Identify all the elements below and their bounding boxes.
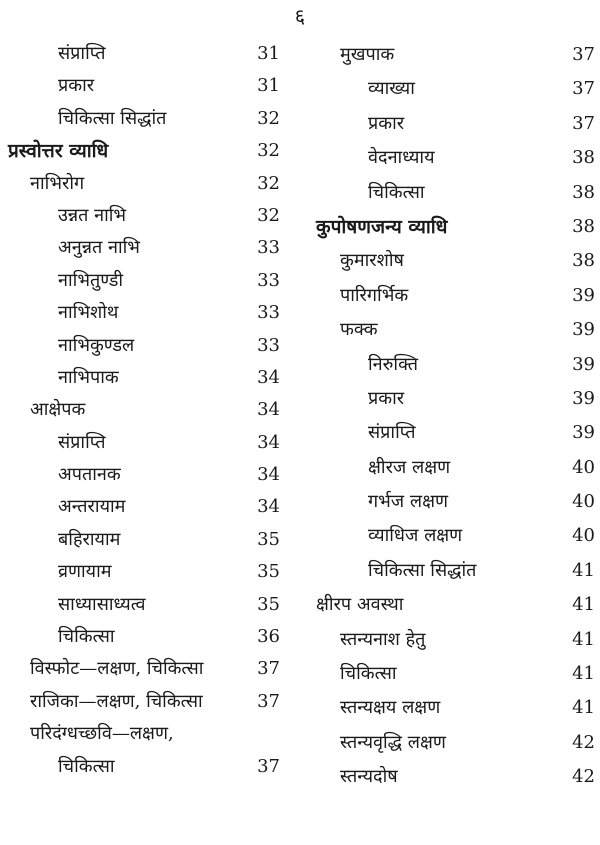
toc-entry	[310, 244, 600, 278]
toc-page-number: 38	[572, 147, 595, 169]
toc-entry-title: राजिका—लक्षण, चिकित्सा	[30, 690, 203, 712]
toc-entry-title: निरुक्ति	[368, 353, 418, 375]
toc-right-column	[310, 38, 600, 795]
toc-entry-title: चिकित्सा	[58, 626, 115, 648]
toc-entry	[310, 313, 600, 347]
toc-page-number: 40	[572, 491, 595, 513]
toc-entry	[310, 279, 600, 313]
toc-entry-title: नाभितुण्डी	[58, 269, 124, 291]
toc-entry-title: व्याधिज लक्षण	[368, 525, 463, 547]
toc-entry-title: चिकित्सा	[340, 663, 397, 685]
toc-section-heading	[0, 135, 290, 167]
toc-entry-title: फक्क	[340, 319, 378, 341]
toc-entry-title: नाभिपाक	[58, 366, 119, 388]
toc-page-number: 38	[572, 215, 595, 237]
toc-entry	[310, 726, 600, 760]
toc-entry	[0, 653, 290, 685]
toc-entry	[310, 623, 600, 657]
toc-page-number: 34	[257, 366, 280, 388]
toc-page-number: 37	[572, 78, 595, 100]
toc-page-number: 35	[257, 528, 280, 550]
toc-page-number: 37	[257, 755, 280, 777]
toc-entry-title: परिदंग्धच्छवि—लक्षण,	[30, 723, 174, 745]
toc-entry-title: स्तन्यदोष	[340, 766, 398, 788]
toc-page-number: 37	[572, 112, 595, 134]
toc-entry-title: स्तन्यक्षय लक्षण	[340, 697, 441, 719]
toc-entry	[0, 751, 290, 783]
toc-entry-title: मुखपाक	[340, 44, 395, 65]
toc-entry	[0, 330, 290, 362]
toc-page-number: 40	[572, 525, 595, 547]
toc-page-number: 41	[572, 559, 595, 581]
toc-entry-title: कुमारशोष	[340, 250, 404, 272]
toc-entry-title: संप्राप्ति	[58, 431, 106, 453]
toc-entry-title: विस्फोट—लक्षण, चिकित्सा	[30, 658, 204, 680]
toc-entry	[310, 141, 600, 175]
toc-page-number: 32	[257, 140, 280, 162]
toc-entry-title: प्रस्वोत्तर व्याधि	[8, 140, 109, 163]
toc-entry-title: आक्षेपक	[30, 399, 86, 421]
toc-page-number: 41	[572, 628, 595, 650]
toc-page-number: 34	[257, 431, 280, 453]
toc-entry	[0, 718, 290, 750]
toc-entry	[0, 103, 290, 135]
toc-entry	[0, 589, 290, 621]
toc-entry	[0, 168, 290, 200]
toc-page-number: 39	[572, 387, 595, 409]
toc-page-number: 39	[572, 319, 595, 341]
toc-entry	[310, 588, 600, 622]
toc-entry	[310, 691, 600, 725]
toc-entry	[0, 200, 290, 232]
toc-page-number: 34	[257, 399, 280, 421]
toc-page-number: 32	[257, 204, 280, 226]
toc-entry	[310, 38, 600, 72]
toc-page-number: 38	[572, 250, 595, 272]
toc-page-number: 39	[572, 422, 595, 444]
toc-page-number: 42	[572, 731, 595, 753]
toc-entry-title: चिकित्सा	[58, 755, 115, 777]
toc-entry	[0, 394, 290, 426]
toc-entry-title: नाभिकुण्डल	[58, 334, 135, 356]
toc-page-number: 32	[257, 172, 280, 194]
toc-entry	[310, 72, 600, 106]
toc-entry	[310, 519, 600, 553]
toc-page-number: 39	[572, 284, 595, 306]
toc-entry-title: व्रणायाम	[58, 561, 112, 583]
toc-page-number: 41	[572, 594, 595, 616]
toc-page-number: 35	[257, 561, 280, 583]
toc-entry-title: चिकित्सा सिद्धांत	[368, 559, 477, 581]
toc-page-number: 41	[572, 663, 595, 685]
toc-page-number: 40	[572, 456, 595, 478]
toc-section-heading	[310, 210, 600, 244]
toc-entry-title: क्षीरप अवस्था	[316, 594, 404, 616]
toc-entry	[0, 491, 290, 523]
toc-entry-title: कुपोषणजन्य व्याधि	[316, 215, 448, 238]
toc-page-number: 33	[257, 302, 280, 324]
toc-entry-title: अन्तरायाम	[58, 496, 126, 518]
toc-page-number: 31	[257, 43, 280, 64]
toc-entry	[310, 382, 600, 416]
toc-entry-title: स्तन्यवृद्धि लक्षण	[340, 731, 446, 753]
toc-entry-title: स्तन्यनाश हेतु	[340, 628, 426, 650]
toc-page-number: 36	[257, 626, 280, 648]
toc-entry-title: उन्नत नाभि	[58, 204, 127, 226]
toc-entry	[0, 362, 290, 394]
toc-entry	[0, 686, 290, 718]
toc-page-number: 32	[257, 107, 280, 129]
toc-entry-title: अनुन्नत नाभि	[58, 237, 140, 259]
toc-entry-title: पारिगर्भिक	[340, 284, 409, 306]
toc-page-number: 31	[257, 75, 280, 97]
toc-entry-title: प्रकार	[368, 387, 405, 409]
toc-page-number: 33	[257, 237, 280, 259]
toc-entry	[0, 524, 290, 556]
toc-entry-title: नाभिरोग	[30, 172, 85, 194]
toc-entry	[310, 416, 600, 450]
page-number: ६	[294, 4, 306, 28]
toc-entry	[310, 451, 600, 485]
toc-entry-title: संप्राप्ति	[368, 422, 416, 444]
toc-entry	[0, 70, 290, 102]
toc-entry-title: चिकित्सा	[368, 181, 425, 203]
toc-entry	[0, 232, 290, 264]
toc-entry	[310, 485, 600, 519]
toc-entry	[310, 760, 600, 794]
toc-page-number: 38	[572, 181, 595, 203]
toc-entry	[0, 556, 290, 588]
toc-page-number: 37	[572, 44, 595, 65]
toc-entry-title: गर्भज लक्षण	[368, 491, 448, 513]
toc-entry-title: प्रकार	[58, 75, 95, 97]
toc-page-number: 37	[257, 658, 280, 680]
toc-page-number: 35	[257, 593, 280, 615]
toc-entry	[0, 265, 290, 297]
toc-entry	[310, 657, 600, 691]
toc-page-number: 34	[257, 464, 280, 486]
toc-entry-title: साध्यासाध्यत्व	[58, 593, 146, 615]
toc-page-number: 39	[572, 353, 595, 375]
toc-entry-title: प्रकार	[368, 112, 405, 134]
toc-entry-title: वेदनाध्याय	[368, 147, 435, 169]
toc-entry	[310, 348, 600, 382]
toc-left-column	[0, 38, 290, 783]
toc-entry-title: बहिरायाम	[58, 528, 121, 550]
toc-entry-title: नाभिशोथ	[58, 302, 119, 324]
toc-entry-title: व्याख्या	[368, 78, 415, 100]
toc-entry	[0, 297, 290, 329]
toc-entry-title: क्षीरज लक्षण	[368, 456, 451, 478]
toc-entry	[310, 176, 600, 210]
toc-entry	[310, 554, 600, 588]
toc-page-number: 33	[257, 269, 280, 291]
toc-page-number: 34	[257, 496, 280, 518]
toc-page-number: 41	[572, 697, 595, 719]
toc-entry-title: चिकित्सा सिद्धांत	[58, 107, 167, 129]
toc-entry	[0, 427, 290, 459]
toc-entry	[0, 38, 290, 70]
toc-page-number: 37	[257, 690, 280, 712]
toc-page-number: 42	[572, 766, 595, 788]
toc-page-number: 33	[257, 334, 280, 356]
toc-entry	[310, 107, 600, 141]
toc-entry-title: संप्राप्ति	[58, 43, 106, 64]
toc-entry	[0, 459, 290, 491]
toc-entry-title: अपतानक	[58, 464, 121, 486]
toc-entry	[0, 621, 290, 653]
